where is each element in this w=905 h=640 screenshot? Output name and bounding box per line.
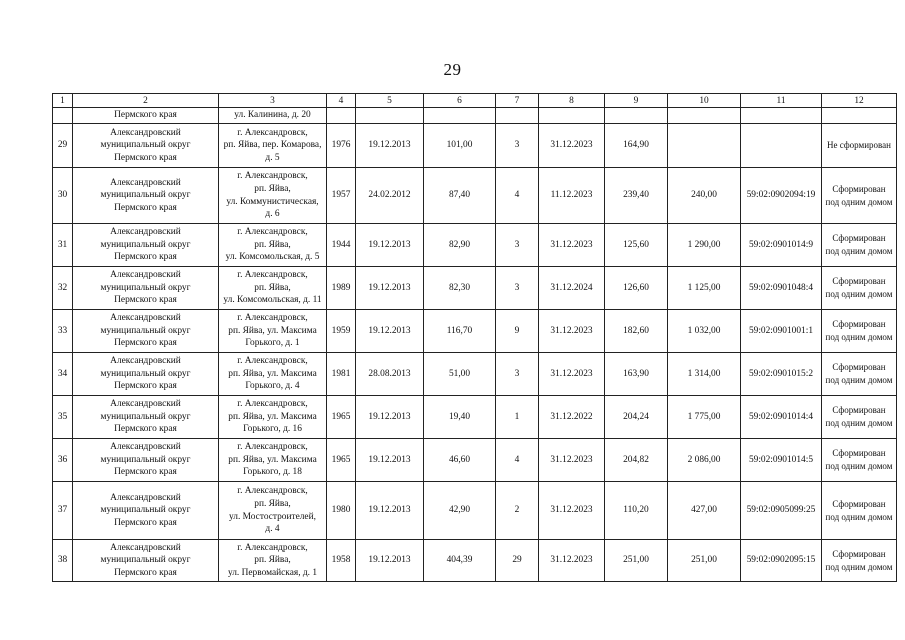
cadastral-number-cell: 59:02:0901015:2	[741, 353, 822, 396]
count-cell: 4	[496, 439, 539, 482]
amount-cell: 1 775,00	[668, 396, 741, 439]
table-cell	[327, 108, 356, 124]
build-year-cell: 1959	[327, 310, 356, 353]
municipality-cell: Александровский муниципальный округ Пермского края	[73, 439, 219, 482]
deadline-cell: 11.12.2023	[539, 168, 605, 224]
table-cell	[53, 108, 73, 124]
count-cell: 29	[496, 540, 539, 582]
cadastral-number-cell: 59:02:0902094:19	[741, 168, 822, 224]
table-cell	[822, 108, 897, 124]
area-cell: 82,30	[424, 267, 496, 310]
address-cell: г. Александровск, рп. Яйва, ул. Максима Горького, д. 16	[219, 396, 327, 439]
municipality-cell: Александровский муниципальный округ Пермского края	[73, 267, 219, 310]
deadline-cell: 31.12.2022	[539, 396, 605, 439]
count-cell: 1	[496, 396, 539, 439]
build-year-cell: 1957	[327, 168, 356, 224]
table-row	[53, 168, 897, 224]
table-cell: Пермского края	[73, 108, 219, 124]
row-number-cell: 30	[53, 168, 73, 224]
amount-cell: 1 032,00	[668, 310, 741, 353]
row-number-cell: 34	[53, 353, 73, 396]
build-year-cell: 1965	[327, 396, 356, 439]
value-cell: 251,00	[605, 540, 668, 582]
amount-cell: 251,00	[668, 540, 741, 582]
value-cell: 163,90	[605, 353, 668, 396]
table-cell	[424, 108, 496, 124]
column-number-row	[53, 94, 897, 108]
deadline-cell: 31.12.2023	[539, 224, 605, 267]
area-cell: 42,90	[424, 482, 496, 540]
column-header: 3	[219, 94, 327, 108]
address-cell: г. Александровск, рп. Яйва, ул. Коммунистическая, д. 6	[219, 168, 327, 224]
deadline-cell: 31.12.2023	[539, 540, 605, 582]
address-cell: г. Александровск, рп. Яйва, ул. Максима Горького, д. 18	[219, 439, 327, 482]
column-header: 12	[822, 94, 897, 108]
table-cell	[496, 108, 539, 124]
cadastral-number-cell: 59:02:0901014:9	[741, 224, 822, 267]
area-cell: 19,40	[424, 396, 496, 439]
column-header: 5	[356, 94, 424, 108]
municipality-cell: Александровский муниципальный округ Пермского края	[73, 482, 219, 540]
value-cell: 204,82	[605, 439, 668, 482]
area-cell: 101,00	[424, 124, 496, 168]
status-cell: Сформирован под одним домом	[822, 168, 897, 224]
status-cell: Сформирован под одним домом	[822, 540, 897, 582]
page-number: 29	[443, 60, 462, 79]
count-cell: 3	[496, 224, 539, 267]
count-cell: 3	[496, 124, 539, 168]
column-header: 10	[668, 94, 741, 108]
table-row	[53, 267, 897, 310]
status-cell: Сформирован под одним домом	[822, 482, 897, 540]
municipality-cell: Александровский муниципальный округ Пермского края	[73, 224, 219, 267]
area-cell: 87,40	[424, 168, 496, 224]
row-number-cell: 38	[53, 540, 73, 582]
count-cell: 3	[496, 353, 539, 396]
row-number-cell: 35	[53, 396, 73, 439]
row-number-cell: 33	[53, 310, 73, 353]
table-row	[53, 396, 897, 439]
build-year-cell: 1958	[327, 540, 356, 582]
date-cell: 28.08.2013	[356, 353, 424, 396]
value-cell: 239,40	[605, 168, 668, 224]
table-row	[53, 439, 897, 482]
column-header: 6	[424, 94, 496, 108]
date-cell: 19.12.2013	[356, 439, 424, 482]
status-cell: Сформирован под одним домом	[822, 439, 897, 482]
date-cell: 19.12.2013	[356, 267, 424, 310]
area-cell: 116,70	[424, 310, 496, 353]
status-cell: Не сформирован	[822, 124, 897, 168]
column-header: 1	[53, 94, 73, 108]
date-cell: 19.12.2013	[356, 540, 424, 582]
address-cell: г. Александровск, рп. Яйва, ул. Комсомольская, д. 5	[219, 224, 327, 267]
count-cell: 2	[496, 482, 539, 540]
cadastral-number-cell: 59:02:0901001:1	[741, 310, 822, 353]
row-number-cell: 31	[53, 224, 73, 267]
cadastral-number-cell	[741, 124, 822, 168]
table-row	[53, 482, 897, 540]
amount-cell: 1 290,00	[668, 224, 741, 267]
column-header: 11	[741, 94, 822, 108]
table-cell: ул. Калинина, д. 20	[219, 108, 327, 124]
municipality-cell: Александровский муниципальный округ Пермского края	[73, 396, 219, 439]
value-cell: 204,24	[605, 396, 668, 439]
build-year-cell: 1980	[327, 482, 356, 540]
cadastral-number-cell: 59:02:0901048:4	[741, 267, 822, 310]
area-cell: 404,39	[424, 540, 496, 582]
cadastral-number-cell: 59:02:0905099:25	[741, 482, 822, 540]
table-cell	[539, 108, 605, 124]
deadline-cell: 31.12.2023	[539, 482, 605, 540]
address-cell: г. Александровск, рп. Яйва, ул. Мостостроителей, д. 4	[219, 482, 327, 540]
value-cell: 126,60	[605, 267, 668, 310]
column-header: 7	[496, 94, 539, 108]
municipality-cell: Александровский муниципальный округ Пермского края	[73, 168, 219, 224]
municipality-cell: Александровский муниципальный округ Пермского края	[73, 540, 219, 582]
deadline-cell: 31.12.2024	[539, 267, 605, 310]
value-cell: 164,90	[605, 124, 668, 168]
municipality-cell: Александровский муниципальный округ Пермского края	[73, 353, 219, 396]
date-cell: 19.12.2013	[356, 310, 424, 353]
table-cell	[605, 108, 668, 124]
count-cell: 4	[496, 168, 539, 224]
date-cell: 19.12.2013	[356, 396, 424, 439]
address-cell: г. Александровск, рп. Яйва, ул. Первомайская, д. 1	[219, 540, 327, 582]
build-year-cell: 1981	[327, 353, 356, 396]
housing-registry-table	[52, 93, 897, 582]
table-row	[53, 124, 897, 168]
build-year-cell: 1989	[327, 267, 356, 310]
cadastral-number-cell: 59:02:0901014:5	[741, 439, 822, 482]
table-row	[53, 353, 897, 396]
table-row	[53, 224, 897, 267]
amount-cell: 2 086,00	[668, 439, 741, 482]
amount-cell: 427,00	[668, 482, 741, 540]
amount-cell: 1 125,00	[668, 267, 741, 310]
cadastral-number-cell: 59:02:0902095:15	[741, 540, 822, 582]
row-number-cell: 29	[53, 124, 73, 168]
table-cell	[356, 108, 424, 124]
value-cell: 110,20	[605, 482, 668, 540]
table-row	[53, 540, 897, 582]
date-cell: 19.12.2013	[356, 124, 424, 168]
amount-cell	[668, 124, 741, 168]
deadline-cell: 31.12.2023	[539, 310, 605, 353]
deadline-cell: 31.12.2023	[539, 353, 605, 396]
continuation-row	[53, 108, 897, 124]
status-cell: Сформирован под одним домом	[822, 310, 897, 353]
status-cell: Сформирован под одним домом	[822, 224, 897, 267]
row-number-cell: 32	[53, 267, 73, 310]
status-cell: Сформирован под одним домом	[822, 396, 897, 439]
cadastral-number-cell: 59:02:0901014:4	[741, 396, 822, 439]
deadline-cell: 31.12.2023	[539, 124, 605, 168]
area-cell: 46,60	[424, 439, 496, 482]
area-cell: 82,90	[424, 224, 496, 267]
count-cell: 9	[496, 310, 539, 353]
build-year-cell: 1965	[327, 439, 356, 482]
row-number-cell: 36	[53, 439, 73, 482]
table-cell	[741, 108, 822, 124]
date-cell: 19.12.2013	[356, 482, 424, 540]
column-header: 4	[327, 94, 356, 108]
address-cell: г. Александровск, рп. Яйва, ул. Максима Горького, д. 4	[219, 353, 327, 396]
date-cell: 24.02.2012	[356, 168, 424, 224]
deadline-cell: 31.12.2023	[539, 439, 605, 482]
value-cell: 182,60	[605, 310, 668, 353]
column-header: 9	[605, 94, 668, 108]
area-cell: 51,00	[424, 353, 496, 396]
table-cell	[668, 108, 741, 124]
column-header: 8	[539, 94, 605, 108]
build-year-cell: 1944	[327, 224, 356, 267]
build-year-cell: 1976	[327, 124, 356, 168]
amount-cell: 1 314,00	[668, 353, 741, 396]
table-row	[53, 310, 897, 353]
status-cell: Сформирован под одним домом	[822, 353, 897, 396]
count-cell: 3	[496, 267, 539, 310]
address-cell: г. Александровск, рп. Яйва, ул. Максима Горького, д. 1	[219, 310, 327, 353]
status-cell: Сформирован под одним домом	[822, 267, 897, 310]
date-cell: 19.12.2013	[356, 224, 424, 267]
value-cell: 125,60	[605, 224, 668, 267]
column-header: 2	[73, 94, 219, 108]
address-cell: г. Александровск, рп. Яйва, ул. Комсомольская, д. 11	[219, 267, 327, 310]
row-number-cell: 37	[53, 482, 73, 540]
address-cell: г. Александровск, рп. Яйва, пер. Комарова, д. 5	[219, 124, 327, 168]
amount-cell: 240,00	[668, 168, 741, 224]
municipality-cell: Александровский муниципальный округ Пермского края	[73, 310, 219, 353]
municipality-cell: Александровский муниципальный округ Пермского края	[73, 124, 219, 168]
